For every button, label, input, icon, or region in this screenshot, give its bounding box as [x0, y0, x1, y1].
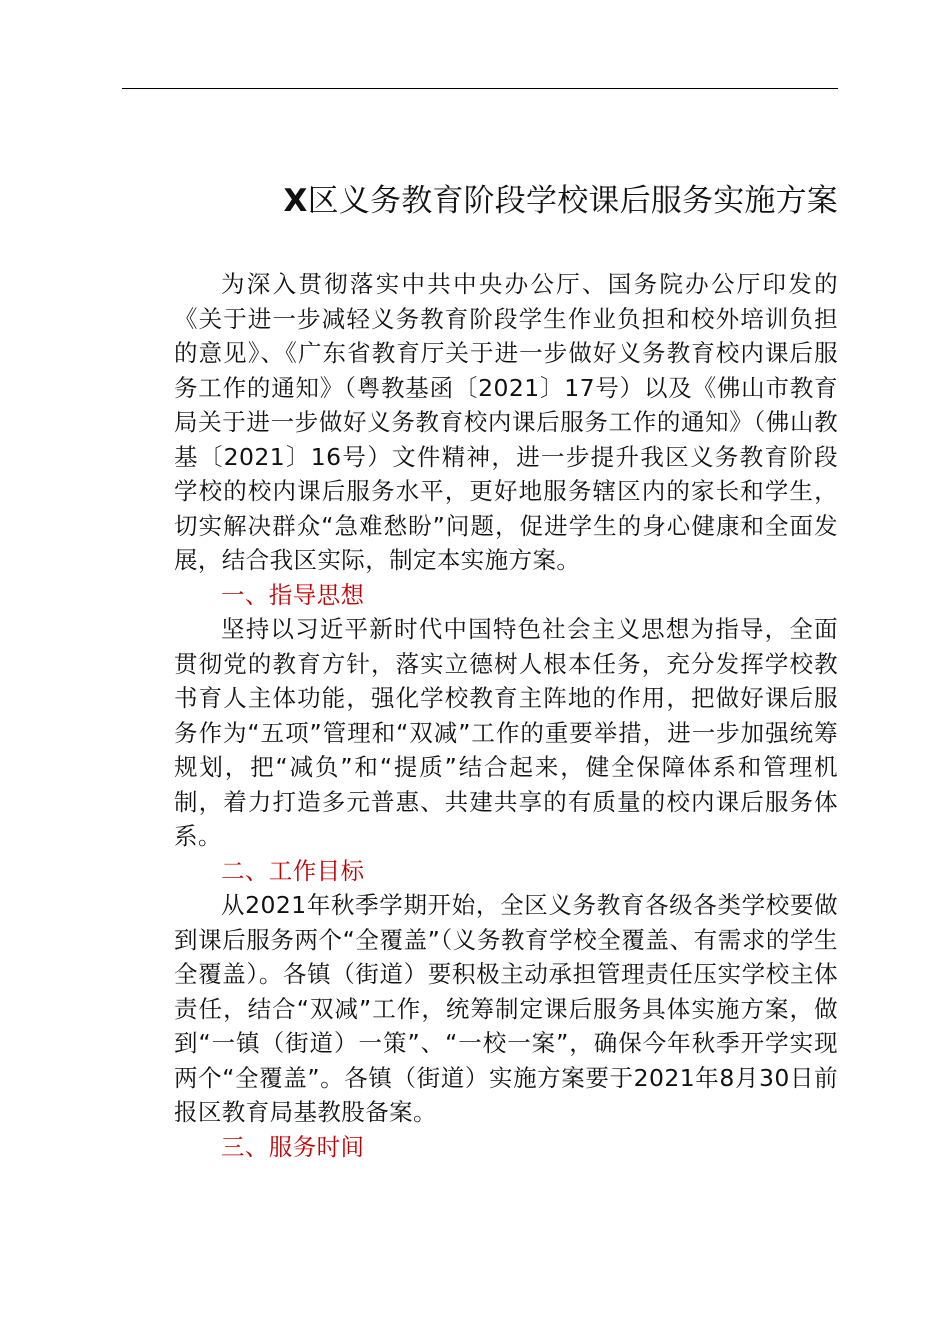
section-heading-service-time: 三、服务时间	[221, 1132, 365, 1161]
title-text: 区义务教育阶段学校课后服务实施方案	[307, 183, 838, 219]
section-body-work-goals: 从2021年秋季学期开始，全区义务教育各级各类学校要做到课后服务两个“全覆盖”（义务教育学校全覆盖、有需求的学生全覆盖）。各镇（街道）要积极主动承担管理责任压实学校主体责任，结合“双减”工作，统筹制定课后服务具体实施方案，做到“一镇（街道）一策”、“一校一案”，确保今年秋季开学实现两个“全覆盖”。各镇（街道）实施方案要于2021年8月30日前报区教育局基教股备案。	[174, 891, 838, 1126]
header-rule	[122, 88, 838, 89]
section-heading-guiding-ideology: 一、指导思想	[221, 580, 365, 609]
document-body	[174, 267, 838, 1164]
section-body-guiding-ideology: 坚持以习近平新时代中国特色社会主义思想为指导，全面贯彻党的教育方针，落实立德树人根本任务，充分发挥学校教书育人主体功能，强化学校教育主阵地的作用，把做好课后服务作为“五项”管理和“双减”工作的重要举措，进一步加强统筹规划，把“减负”和“提质”结合起来，健全保障体系和管理机制，着力打造多元普惠、共建共享的有质量的校内课后服务体系。	[174, 615, 838, 850]
intro-paragraph: 为深入贯彻落实中共中央办公厅、国务院办公厅印发的《关于进一步减轻义务教育阶段学生作业负担和校外培训负担的意见》、《广东省教育厅关于进一步做好义务教育校内课后服务工作的通知》（粤教基函〔2021〕17号）以及《佛山市教育局关于进一步做好义务教育校内课后服务工作的通知》（佛山教基〔2021〕16号）文件精神，进一步提升我区义务教育阶段学校的校内课后服务水平，更好地服务辖区内的家长和学生，切实解决群众“急难愁盼”问题，促进学生的身心健康和全面发展，结合我区实际，制定本实施方案。	[174, 270, 838, 574]
title-prefix: X	[283, 183, 308, 219]
document-title	[122, 178, 838, 224]
section-heading-work-goals: 二、工作目标	[221, 856, 365, 885]
